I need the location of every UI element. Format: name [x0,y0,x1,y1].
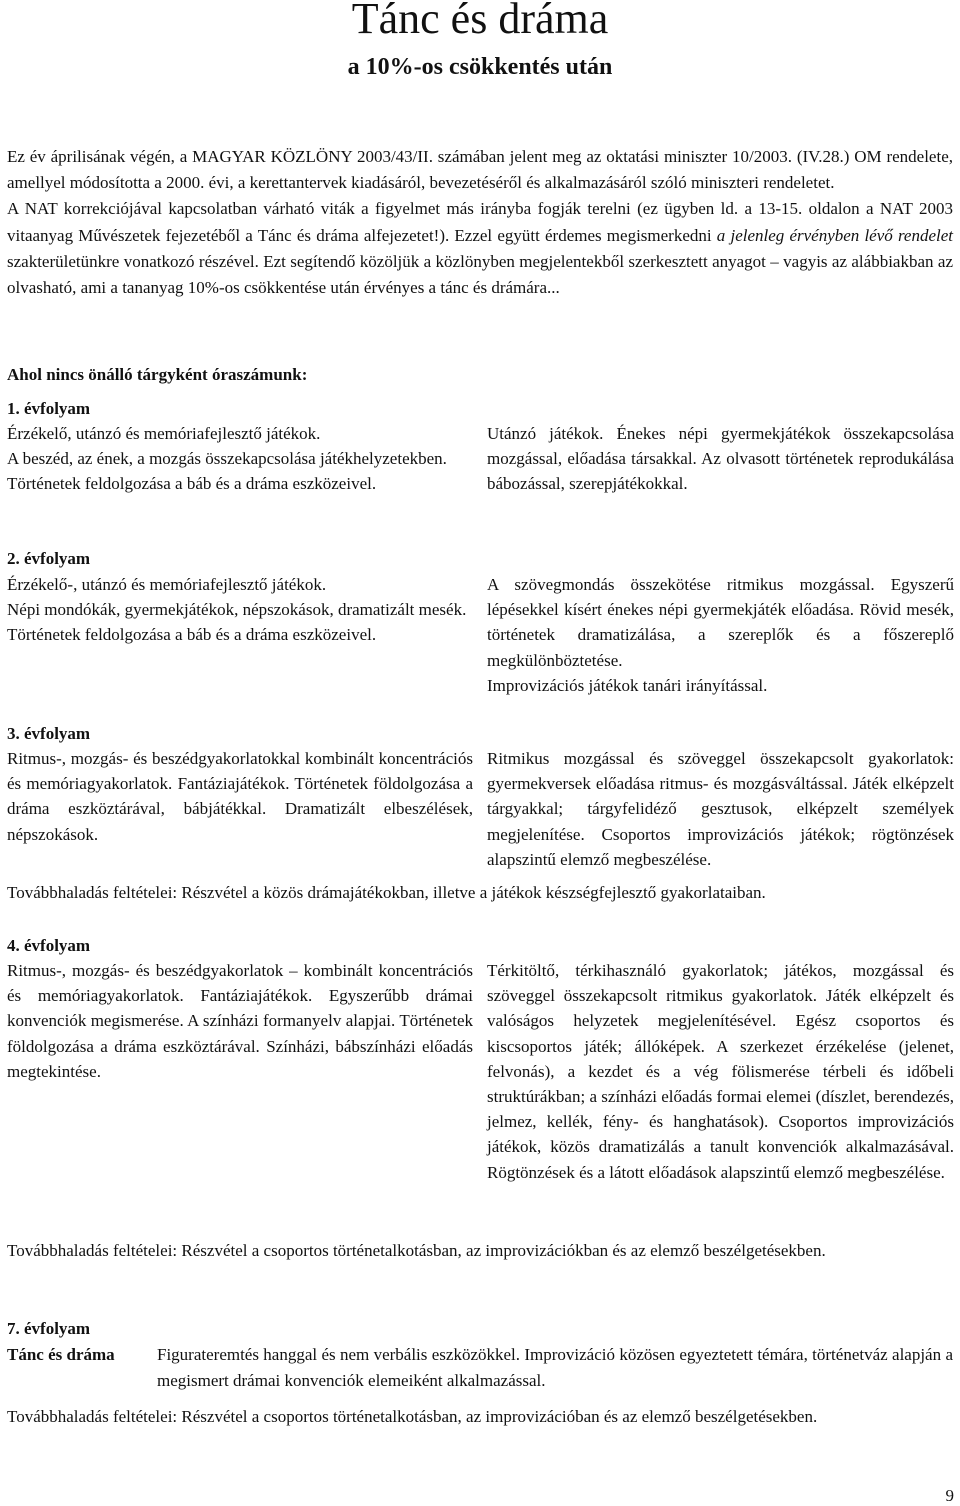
grade2-right-line: Improvizációs játékok tanári irányítással. [487,675,768,695]
grade4-right-column: Térkitöltő, térkihasználó gyakorlatok; játékos, mozgással és szöveggel összekapcsolt ritmikus gyakorlatok. Játék elképzelt és valóságos helyzetek megjelenítésével. Egész csoportos és kiscsoportos játék; állóképek. A szerkezet érzékelése (jelenet, felvonás), a kezdet és a vég fölismerése térbeli és időbeli struktúrákban; a színházi előadás formai elemei (díszlet, berendezés, jelmez, kellék, fény- és hanghatások). Csoportos improvizációs játékok, közös dramatizálás a tanult konvenciók alkalmazásával. Rögtönzések és a látott előadások alapszintű elemző megbeszélése. [487,961,954,1182]
intro-paragraph-1: Ez év áprilisának végén, a MAGYAR KÖZLÖNY 2003/43/II. számában jelent meg az oktatási miniszter 10/2003. (IV.28.) OM rendelete, amellyel módosította a 2000. évi, a kerettantervek kiadásáról, bevezetéséről és alkalmazásáról szóló miniszteri rendeletet. [7,147,953,193]
grade1-left-line: Történetek feldolgozása a báb és a dráma eszközeivel. [7,474,377,494]
grade4-left-column: Ritmus-, mozgás- és beszédgyakorlatok – kombinált koncentrációs és memóriagyakorlatok. Fantáziajátékok. Egyszerűbb drámai konvenciók megismerése. A színházi formanyelv alapjai. Történetek földolgozása a dráma eszköztárával. Színházi, bábszínházi előadás megtekintése. [7,961,473,1081]
intro-paragraph-2-emphasis: a jelenleg érvényben lévő rendelet [716,225,954,245]
grade7-subject-text: Figurateremtés hanggal és nem verbális eszközökkel. Improvizáció közösen egyeztetett témára, történetváz alapján a megismert drámai konvenciók elemeiként alkalmazással. [157,1345,953,1390]
grade2-left-column [7,572,473,648]
grade3-left-column: Ritmus-, mozgás- és beszédgyakorlatokkal kombinált koncentrációs és memóriagyakorlatok. Fantáziajátékok. Történetek földolgozása a dráma eszköztárával, bábjátékkal. Dramatizált elbeszélések, népszokások. [7,749,473,844]
grade4-heading: 4. évfolyam [7,936,91,955]
grade1-left-column [7,421,473,497]
intro-paragraph-2a: A NAT korrekciójával kapcsolatban várható viták a figyelmet más irányba fogják terelni (ez ügyben ld. a 13-15. oldalon a NAT 2003 vitaanyag Művészetek fejezetéből a Tánc és dráma alfejezetet!). Ezzel együtt érdemes megismerkedni [7,199,953,245]
grade1-right-column: Utánzó játékok. Énekes népi gyermekjátékok összekapcsolása mozgással, előadása társakkal. Az olvasott történetek reprodukálása bábozással, szerepjátékokkal. [487,424,954,494]
grade7-subject-label: Tánc és dráma [7,1345,115,1364]
grade2-right-column [487,572,954,698]
grade1-left-line: A beszéd, az ének, a mozgás összekapcsolása játékhelyzetekben. [7,449,447,469]
intro-paragraph-2b: szakterületünkre vonatkozó részével. Ezt segítendő közöljük a közlönyben megjelentekből szerkesztett anyagot – vagyis az alábbiakban az olvasható, ami a tananyag 10%-os csökkentése után érvényes a tánc és drámára... [7,251,953,298]
section-heading: Ahol nincs önálló tárgyként óraszámunk: [7,365,308,384]
grade7-progress-conditions: Továbbhaladás feltételei: Részvétel a csoportos történetalkotásban, az improvizációban és az elemző beszélgetésekben. [7,1407,818,1426]
page-title: Tánc és dráma [351,0,609,43]
intro-text [7,144,953,301]
grade1-left-line: Érzékelő, utánzó és memóriafejlesztő játékok. [7,424,321,443]
grade7-heading: 7. évfolyam [7,1319,91,1338]
grade4-progress-conditions: Továbbhaladás feltételei: Részvétel a csoportos történetalkotásban, az improvizációkban és az elemző beszélgetésekben. [7,1241,826,1260]
grade2-left-line: Történetek feldolgozása a báb és a dráma eszközeivel. [7,625,377,645]
grade2-left-line: Népi mondókák, gyermekjátékok, népszokások, dramatizált mesék. [7,600,467,620]
page-number: 9 [945,1486,954,1505]
grade1-heading: 1. évfolyam [7,399,91,418]
grade2-heading: 2. évfolyam [7,549,91,568]
grade2-left-line: Érzékelő-, utánzó és memóriafejlesztő játékok. [7,575,327,594]
grade2-right-line: A szövegmondás összekötése ritmikus mozgással. Egyszerű lépésekkel kísért énekes népi gyermekjáték előadása. Rövid mesék, történetek dramatizálása, a szereplők és a főszereplő megkülönböztetése. [487,575,954,670]
grade3-heading: 3. évfolyam [7,724,91,743]
page-subtitle: a 10%-os csökkentés után [347,54,613,80]
grade3-right-column: Ritmikus mozgással és szöveggel összekapcsolt gyakorlatok: gyermekversek előadása ritmus- és mozgásváltással. Játék elképzelt tárgyakkal; tárgyfelidéző gesztusok, elképzelt személyek megjelenítése. Csoportos improvizációs játékok; rögtönzések alapszintű elemző megbeszélése. [487,749,954,869]
grade3-progress-conditions: Továbbhaladás feltételei: Részvétel a közös drámajátékokban, illetve a játékok készségfejlesztő gyakorlataiban. [7,883,766,902]
